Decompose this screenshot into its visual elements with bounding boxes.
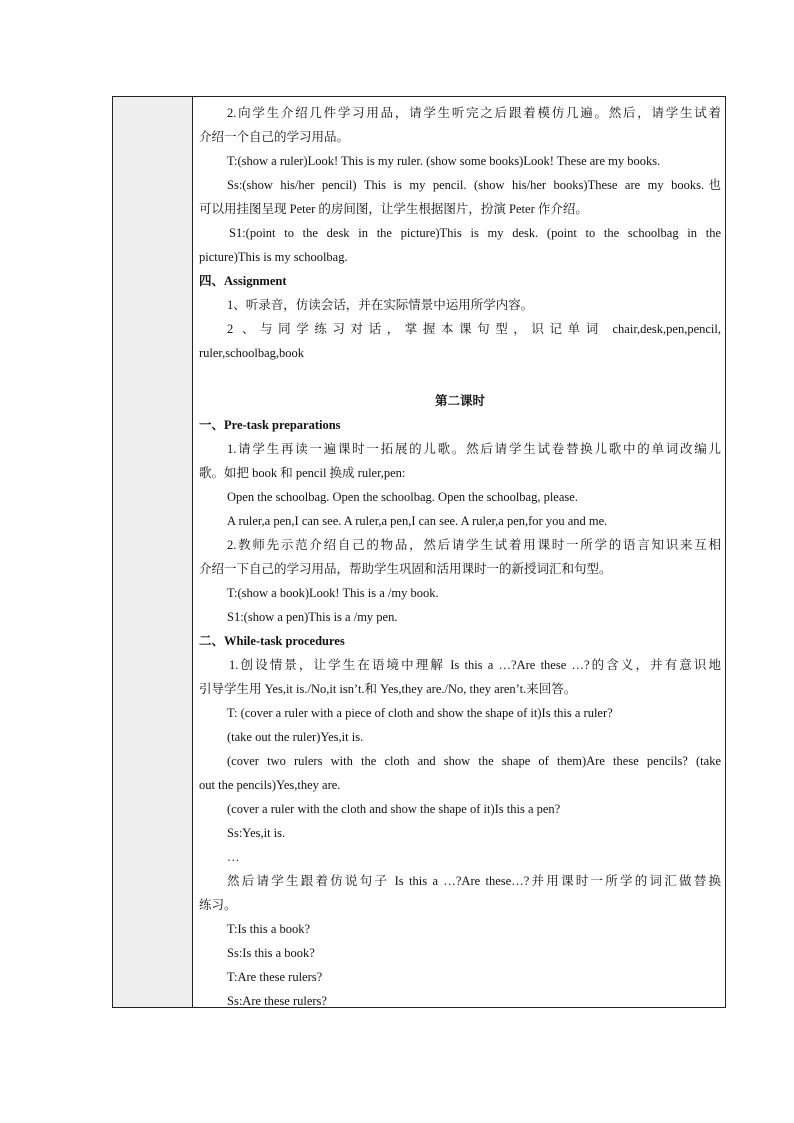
paragraph-line: S1:(point to the desk in the picture)This is my desk. (point to the schoolbag in the [229, 226, 721, 240]
paragraph-line: ruler,schoolbag,book [199, 346, 305, 360]
paragraph-line: T: (cover a ruler with a piece of cloth and show the shape of it)Is this a ruler? [227, 706, 613, 720]
paragraph-line: 练习。 [199, 898, 237, 912]
paragraph-line: S1:(show a pen)This is a /my pen. [227, 610, 398, 624]
spacer [199, 365, 721, 389]
paragraph-line: 1.创设情景，让学生在语境中理解 Is this a …?Are these …?的含义，并有意识地 [229, 658, 721, 672]
section-heading: 一、Pre-task preparations [199, 418, 341, 432]
paragraph-line: 引导学生用 Yes,it is./No,it isn’t.和 Yes,they are./No, they aren’t.来回答。 [199, 682, 577, 696]
paragraph-line: (take out the ruler)Yes,it is. [227, 730, 364, 744]
paragraph-line: 1.请学生再读一遍课时一拓展的儿歌。然后请学生试卷替换儿歌中的单词改编儿 [227, 442, 721, 456]
paragraph-line: out the pencils)Yes,they are. [199, 778, 341, 792]
table-left-column [113, 97, 193, 1007]
paragraph-line: Ss:(show his/her pencil) This is my pencil. (show his/her books)These are my books.也 [227, 178, 721, 192]
paragraph-line: 2.向学生介绍几件学习用品，请学生听完之后跟着模仿几遍。然后，请学生试着 [227, 106, 721, 120]
paragraph-line: (cover a ruler with the cloth and show the shape of it)Is this a pen? [227, 802, 561, 816]
dialogue-line: T:Are these rulers? [227, 970, 323, 984]
paragraph-line: A ruler,a pen,I can see. A ruler,a pen,I can see. A ruler,a pen,for you and me. [227, 514, 608, 528]
dialogue-line: Ss:Are these rulers? [227, 994, 327, 1008]
section-heading: 四、Assignment [199, 274, 287, 288]
paragraph-line: picture)This is my schoolbag. [199, 250, 348, 264]
section-heading: 二、While-task procedures [199, 634, 345, 648]
paragraph-line: 介绍一个自己的学习用品。 [199, 130, 350, 144]
paragraph-line: (cover two rulers with the cloth and show the shape of them)Are these pencils? (take [227, 754, 721, 768]
lesson-plan-table [112, 96, 726, 1008]
paragraph-line: 然后请学生跟着仿说句子 Is this a …?Are these…?并用课时一所学的词汇做替换 [227, 874, 721, 888]
paragraph-line: 2 、与同学练习对话，掌握本课句型，识记单词 chair,desk,pen,pencil, [227, 322, 721, 336]
table-content-cell [199, 101, 721, 1013]
paragraph-line: T:(show a ruler)Look! This is my ruler. (show some books)Look! These are my books. [227, 154, 661, 168]
dialogue-line: Ss:Is this a book? [227, 946, 315, 960]
lesson-title: 第二课时 [434, 394, 485, 408]
paragraph-line: Open the schoolbag. Open the schoolbag. Open the schoolbag, please. [227, 490, 578, 504]
dialogue-line: T:Is this a book? [227, 922, 311, 936]
paragraph-line: T:(show a book)Look! This is a /my book. [227, 586, 439, 600]
paragraph-line: 1、听录音，仿读会话，并在实际情景中运用所学内容。 [227, 298, 534, 312]
paragraph-line: 2.教师先示范介绍自己的物品，然后请学生试着用课时一所学的语言知识来互相 [227, 538, 721, 552]
paragraph-line: 歌。如把 book 和 pencil 换成 ruler,pen: [199, 466, 406, 480]
paragraph-line: 可以用挂图呈现 Peter 的房间图，让学生根据图片，扮演 Peter 作介绍。 [199, 202, 588, 216]
paragraph-line: 介绍一下自己的学习用品，帮助学生巩固和活用课时一的新授词汇和句型。 [199, 562, 612, 576]
paragraph-line: Ss:Yes,it is. [227, 826, 286, 840]
ellipsis-line: … [227, 850, 240, 864]
